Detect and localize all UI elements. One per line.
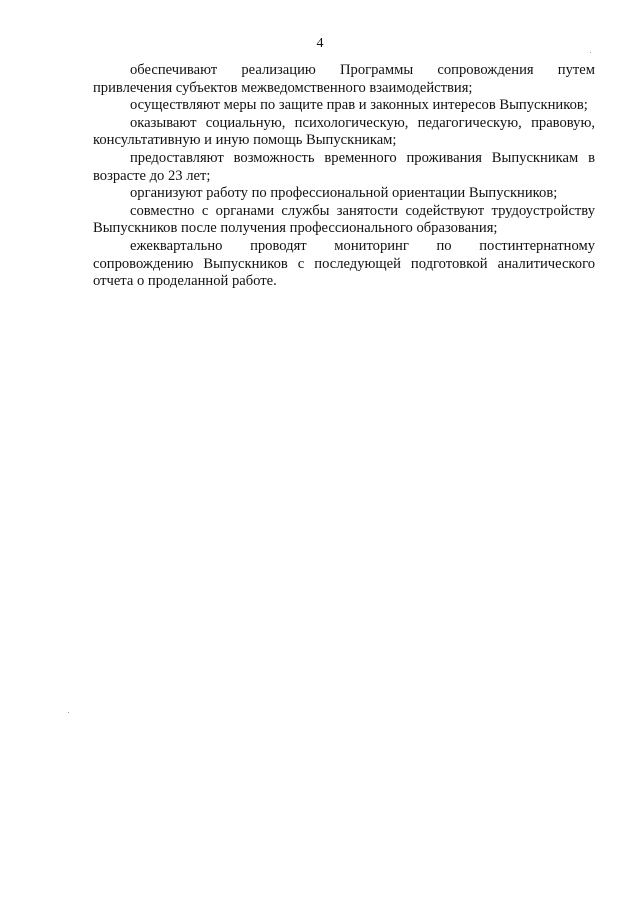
paragraph-3: оказывают социальную, психологическую, педагогическую, правовую, консультативную и иную помощь Выпускникам;: [93, 114, 595, 149]
scan-speck: [590, 52, 591, 53]
paragraph-1: обеспечивают реализацию Программы сопровождения путем привлечения субъектов межведомственного взаимодействия;: [93, 62, 595, 96]
page-number: 4: [316, 36, 324, 51]
paragraph-6: совместно с органами службы занятости содействуют трудоустройству Выпускников после получения профессионального образования;: [93, 202, 595, 237]
document-body: [93, 62, 595, 291]
paragraph-4: предоставляют возможность временного проживания Выпускникам в возрасте до 23 лет;: [93, 149, 595, 184]
paragraph-5: организуют работу по профессиональной ориентации Выпускников;: [130, 185, 558, 202]
scan-speck: [68, 712, 69, 713]
paragraph-2: осуществляют меры по защите прав и законных интересов Выпускников;: [130, 97, 588, 114]
paragraph-7: ежеквартально проводят мониторинг по постинтернатному сопровождению Выпускников с последующей подготовкой аналитического отчета о проделанной работе.: [93, 237, 595, 290]
